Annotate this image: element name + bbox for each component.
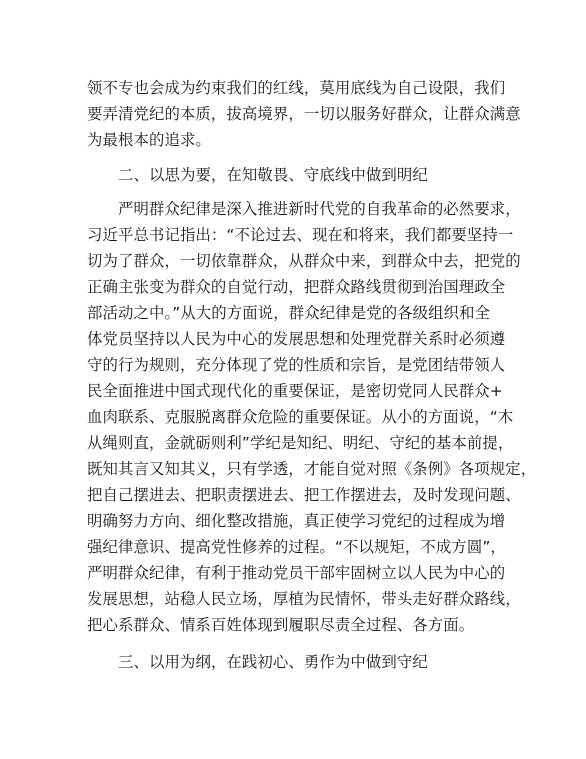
text-line: 把自己摆进去、把职责摆进去、把工作摆进去，及时发现问题、: [87, 486, 521, 504]
text-line: 习近平总书记指出：“不论过去、现在和将来，我们都要坚持一: [87, 226, 514, 244]
text-line: 明确努力方向、细化整改措施，真正使学习党纪的过程成为增: [87, 512, 506, 530]
text-line: 发展思想，站稳人民立场，厚植为民情怀，带头走好群众路线，: [87, 590, 521, 608]
text-line: 把心系群众、情系百姓体现到履职尽责全过程、各方面。: [87, 616, 475, 634]
section-heading: 二、以思为要，在知敬畏、守底线中做到明纪: [118, 166, 428, 184]
text-line: 部活动之中。”从大的方面说，群众纪律是党的各级组织和全: [87, 304, 491, 322]
text-line: 严明群众纪律，有利于推动党员干部牢固树立以人民为中心的: [87, 564, 506, 582]
text-line: 守的行为规则，充分体现了党的性质和宗旨，是党团结带领人: [87, 356, 506, 374]
text-line: 既知其言又知其义，只有学透，才能自觉对照《条例》各项规定，: [87, 460, 537, 478]
text-line: 血肉联系、克服脱离群众危险的重要保证。从小的方面说，“木: [87, 408, 514, 426]
text-line: 强纪律意识、提高党性修养的过程。“不以规矩，不成方圆”，: [87, 538, 506, 556]
section-heading: 三、以用为纲，在践初心、勇作为中做到守纪: [118, 653, 428, 671]
text-line: 从绳则直，金就砺则利”学纪是知纪、明纪、守纪的基本前提，: [87, 434, 514, 452]
text-line: 为最根本的追求。: [87, 131, 211, 149]
text-line: 要弄清党纪的本质，拔高境界，一切以服务好群众，让群众满意: [87, 105, 521, 123]
text-line: 切为了群众，一切依靠群众，从群众中来，到群众中去，把党的: [87, 252, 521, 270]
text-line: 正确主张变为群众的自觉行动，把群众路线贯彻到治国理政全: [87, 278, 506, 296]
text-line: 领不专也会成为约束我们的红线，莫用底线为自己设限，我们: [87, 79, 506, 97]
text-line: 民全面推进中国式现代化的重要保证，是密切党同人民群众+: [87, 382, 503, 400]
text-line: 体党员坚持以人民为中心的发展思想和处理党群关系时必须遵: [87, 330, 506, 348]
text-line: 严明群众纪律是深入推进新时代党的自我革命的必然要求，: [118, 200, 521, 218]
